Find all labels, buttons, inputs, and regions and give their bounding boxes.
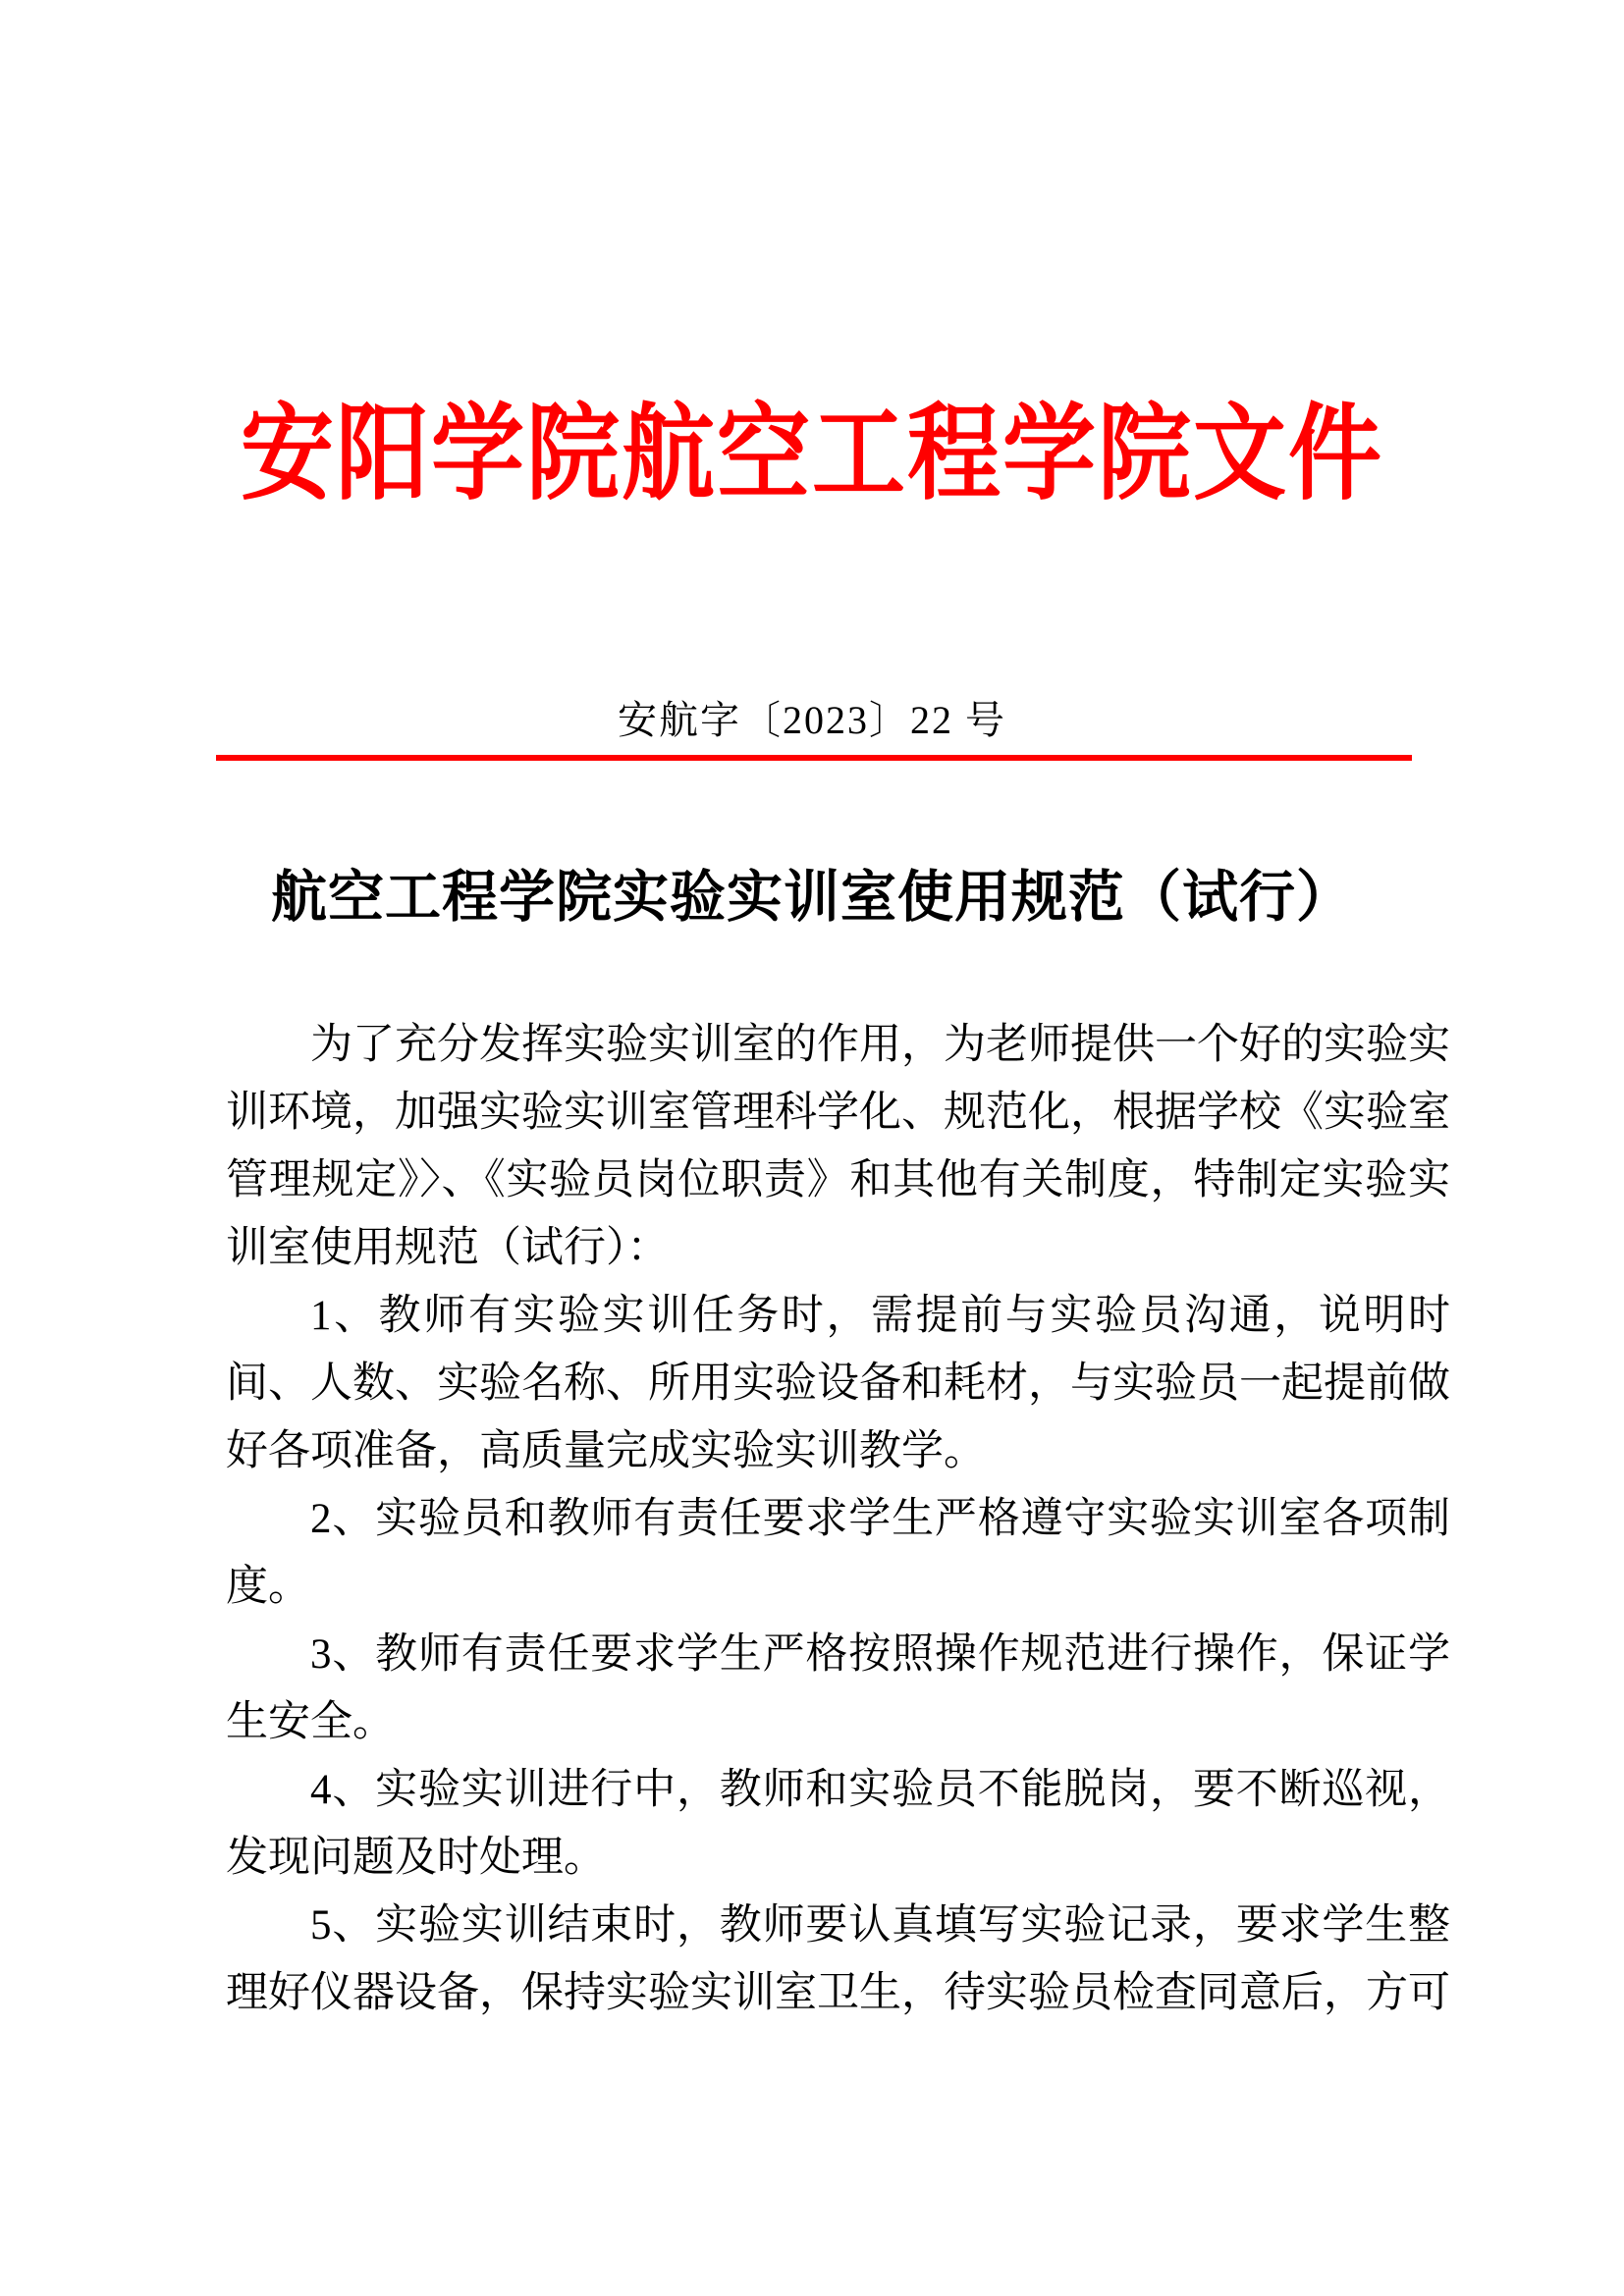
body-paragraph: 5、实验实训结束时，教师要认真填写实验记录，要求学生整理好仪器设备，保持实验实训室卫生，待实验员检查同意后，方可 — [226, 1902, 1450, 2016]
body-paragraph: 2、实验员和教师有责任要求学生严格遵守实验实训室各项制度。 — [226, 1496, 1450, 1610]
body-paragraph: 3、教师有责任要求学生严格按照操作规范进行操作，保证学生安全。 — [226, 1631, 1450, 1745]
body-paragraph: 1、教师有实验实训任务时，需提前与实验员沟通，说明时间、人数、实验名称、所用实验设备和耗材，与实验员一起提前做好各项准备，高质量完成实验实训教学。 — [226, 1293, 1450, 1474]
document-number: 安航字〔2023〕22 号 — [618, 698, 1006, 742]
header-divider-rule — [216, 755, 1412, 761]
document-header-title: 安阳学院航空工程学院文件 — [240, 396, 1383, 513]
document-title: 航空工程学院实验实训室使用规范（试行） — [271, 867, 1353, 929]
document-body — [226, 1011, 1450, 2027]
body-paragraph: 为了充分发挥实验实训室的作用，为老师提供一个好的实验实训环境，加强实验实训室管理科学化、规范化，根据学校《实验室管理规定》〉、《实验员岗位职责》和其他有关制度，特制定实验实训室使用规范（试行）： — [226, 1022, 1450, 1271]
body-paragraph: 4、实验实训进行中，教师和实验员不能脱岗，要不断巡视，发现问题及时处理。 — [226, 1767, 1450, 1881]
